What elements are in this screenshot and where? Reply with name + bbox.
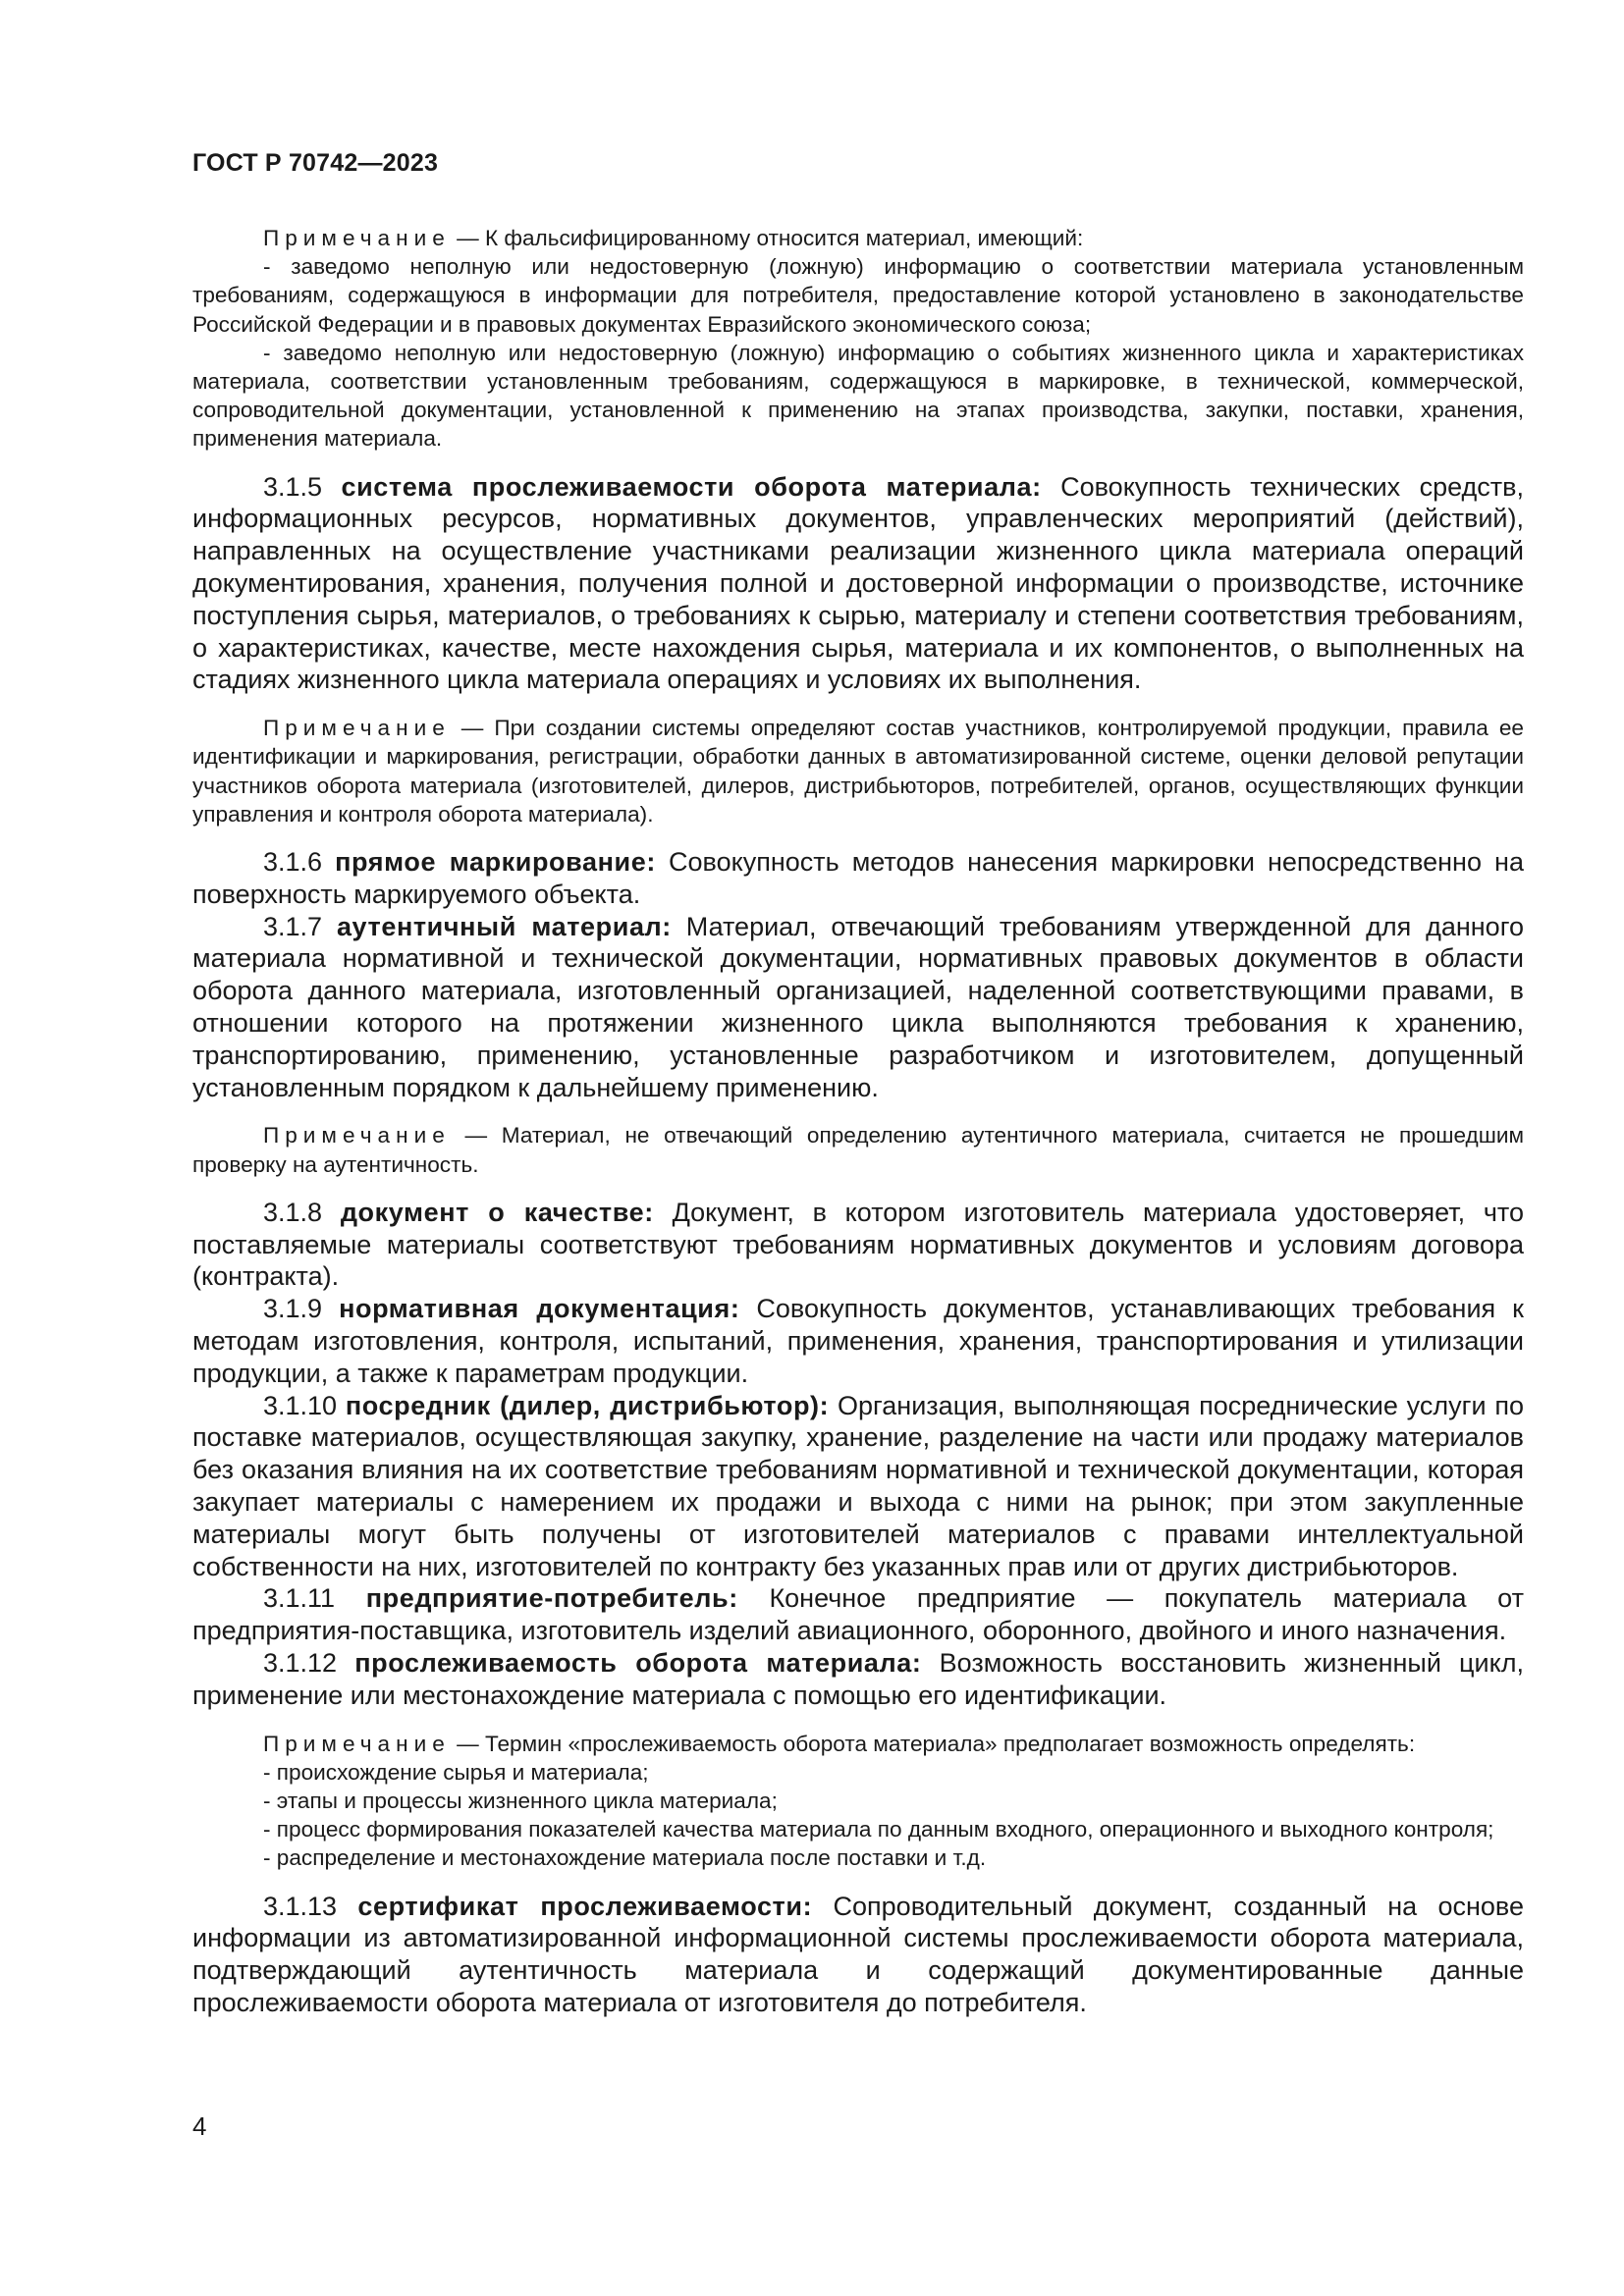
document-code-header: ГОСТ Р 70742—2023 (192, 149, 439, 177)
term-3-1-11 (192, 1582, 1524, 1647)
term-paragraph (192, 1891, 1524, 2019)
term-number: 3.1.5 (263, 471, 323, 502)
note-authentic-material (192, 1121, 1524, 1178)
note-label: Примечание (263, 716, 451, 741)
term-title: предприятие-потребитель: (365, 1583, 738, 1614)
term-number: 3.1.12 (263, 1647, 338, 1678)
term-title: система прослеживаемости оборота материала: (341, 471, 1042, 502)
term-definition: Материал, отвечающий требованиям утвержденной для данного материала нормативной и технической документации, нормативных правовых документов в области оборота данного материала, изготовленный организацией, наделенной соответствующими правами, в отношении которого на протяжении жизненного цикла выполняются требования к хранению, транспортированию, применению, установленные разработчиком и изготовителем, допущенный установленным порядком к дальнейшему применению. (192, 911, 1524, 1102)
term-definition: Возможность восстановить жизненный цикл, применение или местонахождение материала с помощью его идентификации. (192, 1647, 1524, 1710)
term-definition: Совокупность документов, устанавливающих требования к методам изготовления, контроля, испытаний, применения, хранения, транспортирования и утилизации продукции, а также к параметрам продукции. (192, 1294, 1524, 1388)
note-list-item: - заведомо неполную или недостоверную (ложную) информацию о событиях жизненного цикла и характеристиках материала, соответствии установленным требованиям, содержащуюся в маркировке, в технической, коммерческой, сопроводительной документации, установленной к применению на этапах производства, закупки, поставки, хранения, применения материала. (192, 340, 1524, 452)
term-paragraph (192, 846, 1524, 911)
term-definition: Конечное предприятие — покупатель материала от предприятия-поставщика, изготовитель изделий авиационного, оборонного, двойного и иного назначения. (192, 1583, 1524, 1646)
term-title: прослеживаемость оборота материала: (354, 1647, 922, 1678)
term-title: посредник (дилер, дистрибьютор): (345, 1390, 830, 1420)
term-definition: Документ, в котором изготовитель материала удостоверяет, что поставляемые материалы соответствуют требованиям нормативных документов и условиям договора (контракта). (192, 1197, 1524, 1292)
term-3-1-8 (192, 1197, 1524, 1293)
note-dash: — (457, 1731, 479, 1756)
note-dash: — (460, 716, 484, 741)
term-number: 3.1.11 (263, 1583, 336, 1614)
term-paragraph (192, 1647, 1524, 1712)
term-number: 3.1.6 (263, 847, 323, 878)
note-paragraph (192, 224, 1524, 252)
note-falsified-material (192, 224, 1524, 454)
term-number: 3.1.13 (263, 1891, 338, 1921)
note-list-item: - распределение и местонахождение материала после поставки и т.д. (263, 1845, 987, 1871)
term-paragraph (192, 1390, 1524, 1583)
note-text: При создании системы определяют состав участников, контролируемой продукции, правила ее идентификации и маркирования, регистрации, обработки данных в автоматизированной системе, оценки деловой репутации участников оборота материала (изготовителей, дилеров, дистрибьюторов, потребителей, органов, осуществляющих функции управления и контроля оборота материала). (192, 716, 1524, 827)
term-paragraph (192, 1582, 1524, 1647)
note-paragraph (192, 1121, 1524, 1178)
page-content (192, 224, 1524, 2019)
term-paragraph (192, 471, 1524, 697)
term-3-1-10 (192, 1390, 1524, 1583)
term-number: 3.1.10 (263, 1390, 338, 1420)
term-title: документ о качестве: (340, 1197, 654, 1227)
term-title: сертификат прослеживаемости: (357, 1891, 813, 1921)
term-paragraph (192, 1197, 1524, 1293)
term-definition: Совокупность технических средств, информационных ресурсов, нормативных документов, управленческих мероприятий (действий), направленных на осуществление участниками реализации жизненного цикла материала операций документирования, хранения, получения полной и достоверной информации о производстве, источнике поступления сырья, материалов, о требованиях к сырью, материалу и степени соответствия требованиям, о характеристиках, качестве, месте нахождения сырья, материала и их компонентов, о выполненных на стадиях жизненного цикла материала операциях и условиях их выполнения. (192, 471, 1524, 695)
note-list-item: - процесс формирования показателей качества материала по данным входного, операционного и выходного контроля; (263, 1817, 1494, 1842)
note-label: Примечание (263, 1123, 451, 1148)
note-traceability-definition (192, 1730, 1524, 1873)
term-3-1-7 (192, 911, 1524, 1104)
note-list-item: - заведомо неполную или недостоверную (ложную) информацию о соответствии материала установленным требованиям, содержащуюся в информации для потребителя, предоставление которой установлено в законодательстве Российской Федерации и в правовых документах Евразийского экономического союза; (192, 254, 1524, 337)
term-title: нормативная документация: (339, 1294, 740, 1324)
term-number: 3.1.9 (263, 1294, 323, 1324)
note-dash: — (457, 226, 479, 250)
note-traceability-system (192, 714, 1524, 828)
term-3-1-6 (192, 846, 1524, 911)
term-definition: Сопроводительный документ, созданный на основе информации из автоматизированной информационной системы прослеживаемости оборота материала, подтверждающий аутентичность материала и содержащий документированные данные прослеживаемости оборота материала от изготовителя до потребителя. (192, 1891, 1524, 2017)
term-definition: Организация, выполняющая посреднические услуги по поставке материалов, осуществляющая закупку, хранение, разделение на части или продажу материалов без оказания влияния на их соответствие требованиям нормативной и технической документации, которая закупает материалы с намерением их продажи и выхода с ними на рынок; при этом закупленные материалы могут быть получены от изготовителей материалов с правами интеллектуальной собственности на них, изготовителей по контракту без указанных прав или от других дистрибьюторов. (192, 1390, 1524, 1581)
term-title: прямое маркирование: (335, 847, 656, 878)
term-3-1-5 (192, 471, 1524, 697)
term-paragraph (192, 1293, 1524, 1389)
note-list-item: - этапы и процессы жизненного цикла материала; (263, 1788, 778, 1813)
term-definition: Совокупность методов нанесения маркировки непосредственно на поверхность маркируемого объекта. (192, 847, 1524, 909)
note-text: Материал, не отвечающий определению аутентичного материала, считается не прошедшим проверку на аутентичность. (192, 1123, 1525, 1177)
note-label: Примечание (263, 1731, 451, 1756)
page-number: 4 (192, 2111, 207, 2141)
term-paragraph (192, 911, 1524, 1104)
note-paragraph (192, 1730, 1524, 1758)
term-number: 3.1.7 (263, 911, 323, 941)
note-text: К фальсифицированному относится материал, имеющий: (484, 226, 1084, 250)
note-text: Термин «прослеживаемость оборота материала» предполагает возможность определять: (484, 1731, 1416, 1756)
term-3-1-13 (192, 1891, 1524, 2019)
note-list-item: - происхождение сырья и материала; (263, 1759, 649, 1785)
note-paragraph (192, 714, 1524, 828)
term-number: 3.1.8 (263, 1197, 323, 1227)
note-dash: — (464, 1123, 488, 1148)
term-title: аутентичный материал: (336, 911, 672, 941)
term-3-1-12 (192, 1647, 1524, 1712)
term-3-1-9 (192, 1293, 1524, 1389)
note-label: Примечание (263, 226, 451, 250)
